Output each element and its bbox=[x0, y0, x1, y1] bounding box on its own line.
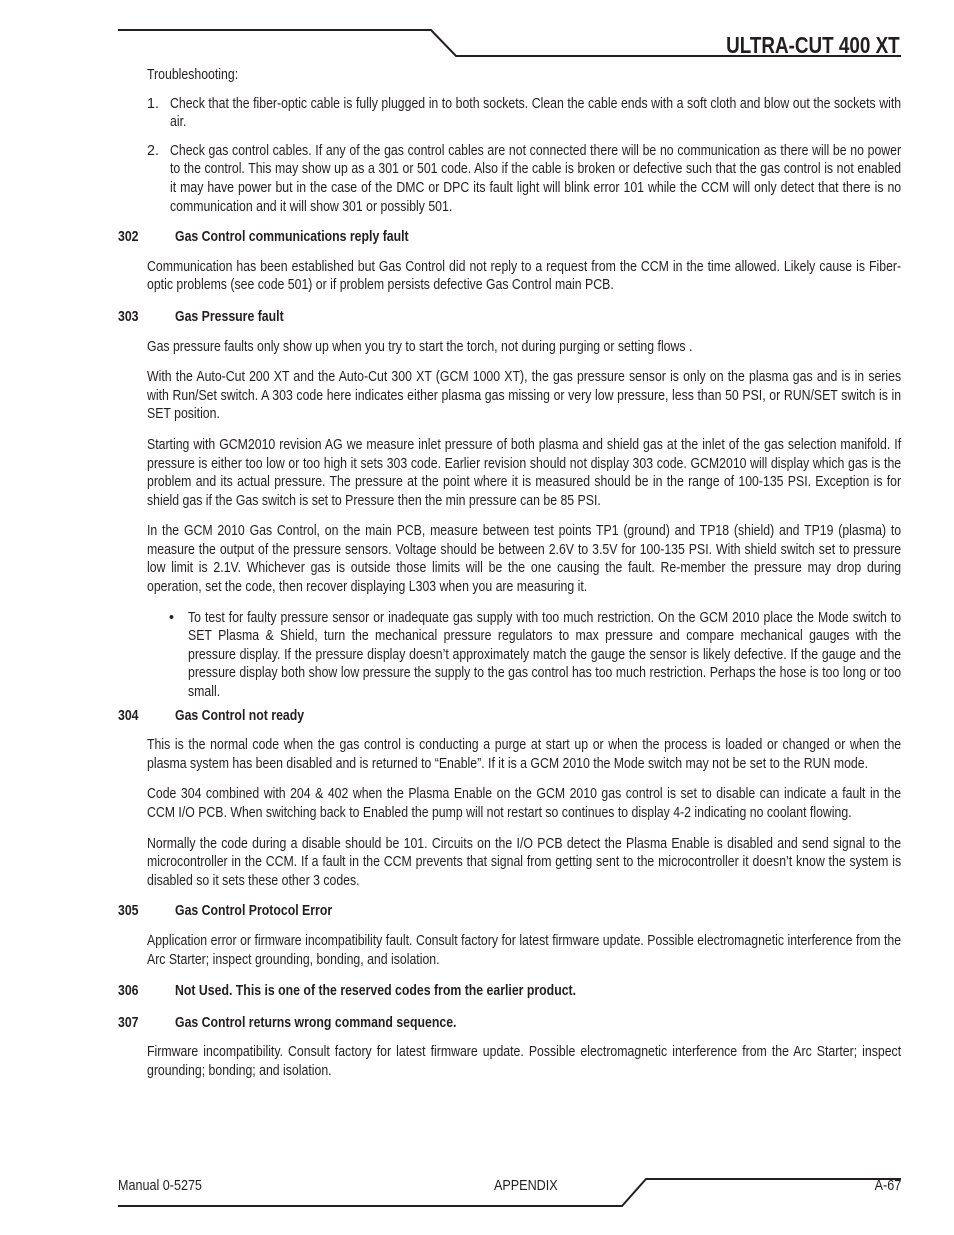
paragraph: Firmware incompatibility. Consult factory for latest firmware update. Possible electromagnetic interference from the Arc Starter; inspect grounding; bonding; and isolation. bbox=[147, 1044, 902, 1079]
paragraph: Normally the code during a disable should be 101. Circuits on the I/O PCB detect the Plasma Enable is disabled and send signal to the microcontroller in the CCM. If a fault in the CCM prevents that signal from getting sent to the microcontroller it doesn’t know the system is disabled so it sets these other 3 codes. bbox=[147, 835, 902, 889]
code-heading-303: 303 Gas Pressure fault bbox=[118, 308, 284, 325]
code-heading-307: 307 Gas Control returns wrong command sequence. bbox=[118, 1014, 457, 1031]
paragraph: Application error or firmware incompatibility fault. Consult factory for latest firmware update. Possible electromagnetic interference from the Arc Starter; inspect grounding, bonding, and isolation. bbox=[147, 932, 902, 968]
paragraph: This is the normal code when the gas control is conducting a purge at start up or when the process is loaded or changed or when the plasma system has been disabled and is returned to “Enable”. If it is a GCM 2010 the Mode switch may not be set to the RUN mode. bbox=[147, 737, 902, 772]
list-item bbox=[147, 95, 901, 132]
step-text: Check gas control cables. If any of the gas control cables are not connected there will be no communication as there will be no power to the control. This may show up as a 301 or 501 code. Also if the cable is broken or defective such that the gas control is not enabled it may have power but in the case of the DMC or DPC its fault light will blink error 101 while the CCM will only detect that there is no communication and it will show 301 or possibly 501. bbox=[170, 142, 902, 215]
code-heading-305: 305 Gas Control Protocol Error bbox=[118, 903, 333, 920]
code-heading-306: 306 Not Used. This is one of the reserved codes from the earlier product. bbox=[118, 983, 577, 1000]
paragraph: Code 304 combined with 204 & 402 when the Plasma Enable on the GCM 2010 gas control is set to disable can indicate a fault in the CCM I/O PCB. When switching back to Enabled the pump will not restart so continues to display 4-2 indicating no coolant flowing. bbox=[147, 786, 902, 821]
steps-list bbox=[147, 95, 901, 217]
page-number: A-67 bbox=[874, 1178, 901, 1194]
paragraph: Communication has been established but Gas Control did not reply to a request from the CCM in the time allowed. Likely cause is Fiber-optic problems (see code 501) or if problem persists defective Gas Control main PCB. bbox=[147, 258, 902, 294]
bullet-icon: • bbox=[169, 609, 175, 626]
bullet-text: To test for faulty pressure sensor or inadequate gas supply with too much restriction. On the GCM 2010 place the Mode switch to SET Plasma & Shield, turn the mechanical pressure regulators to max pressure and compare mechanical gauges with the pressure display. If the pressure display doesn’t approximately match the gauge the sensor is likely defective. If the gauge and the pressure display both show low pressure the supply to the gas control has too much restriction. Perhaps the hose is too long or too small. bbox=[188, 609, 902, 701]
page-footer bbox=[118, 1176, 901, 1198]
paragraph: Gas pressure faults only show up when you try to start the torch, not during purging or setting flows . bbox=[147, 338, 693, 355]
manual-number: Manual 0-5275 bbox=[118, 1178, 202, 1194]
list-item bbox=[169, 609, 901, 702]
paragraph: With the Auto-Cut 200 XT and the Auto-Cut 300 XT (GCM 1000 XT), the gas pressure sensor is only on the plasma gas and is in series with Run/Set switch. A 303 code here indicates either plasma gas missing or very low pressure, less than 50 PSI, or RUN/SET switch is in SET position. bbox=[147, 369, 902, 423]
step-text: Check that the fiber-optic cable is fully plugged in to both sockets. Clean the cable ends with a soft cloth and blow out the sockets with air. bbox=[170, 95, 902, 131]
step-number: 1. bbox=[147, 95, 159, 112]
paragraph: Starting with GCM2010 revision AG we measure inlet pressure of both plasma and shield gas at the inlet of the gas selection manifold. If pressure is either too low or too high it sets 303 code. Earlier revision should not display 303 code. GCM2010 will display which gas is the problem and its actual pressure. The pressure at the point where it is measured should be in the range of 100-135 PSI. Exception is for shield gas if the Gas switch is set to Pressure then the min pressure can be 85 PSI. bbox=[147, 436, 902, 509]
list-item bbox=[147, 142, 901, 216]
page-content bbox=[118, 66, 901, 1081]
section-name: APPENDIX bbox=[494, 1178, 558, 1194]
code-heading-302: 302 Gas Control communications reply fault bbox=[118, 229, 409, 246]
paragraph: In the GCM 2010 Gas Control, on the main PCB, measure between test points TP1 (ground) and TP18 (shield) and TP19 (plasma) to measure the output of the pressure sensors. Voltage should be between 2.6V to 3.5V for 100-135 PSI. With shield switch set to pressure low limit is 2.1V. Whichever gas is outside those limits will be the one causing the fault. Re-member the pressure may drop during operation, set the code, then recover displaying L303 when you are measuring it. bbox=[147, 523, 902, 596]
code-heading-304: 304 Gas Control not ready bbox=[118, 707, 305, 724]
product-title: ULTRA-CUT 400 XT bbox=[726, 32, 900, 58]
step-number: 2. bbox=[147, 142, 159, 159]
troubleshooting-label: Troubleshooting: bbox=[147, 67, 239, 83]
